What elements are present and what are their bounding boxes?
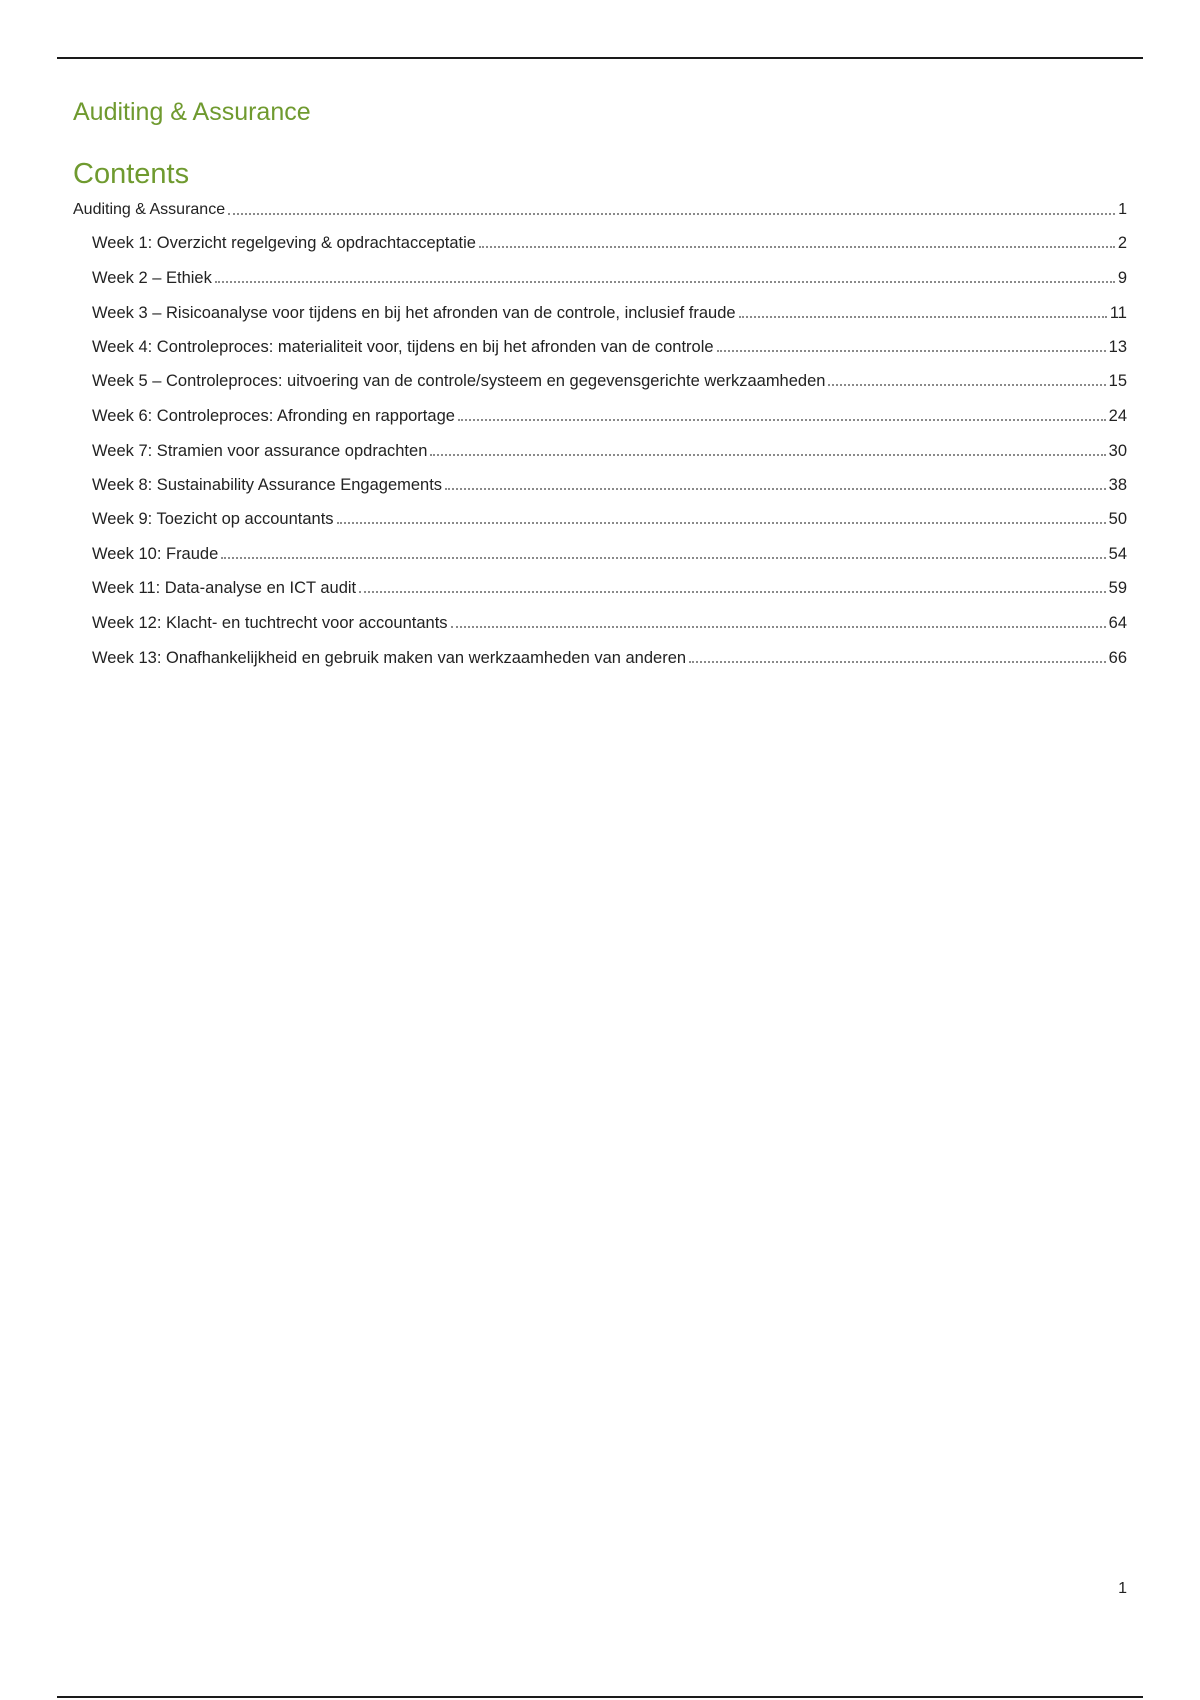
toc-dot-leader xyxy=(479,246,1115,248)
toc-entry[interactable] xyxy=(73,367,1127,391)
toc-entry-title: Week 1: Overzicht regelgeving & opdrachtacceptatie xyxy=(92,234,476,252)
toc-entry-page: 38 xyxy=(1108,476,1127,494)
toc-dot-leader xyxy=(458,419,1106,421)
toc-dot-leader xyxy=(828,384,1105,386)
toc-entry-title: Week 7: Stramien voor assurance opdrachten xyxy=(92,442,428,460)
toc-entry-page: 24 xyxy=(1108,407,1127,425)
toc-dot-leader xyxy=(445,488,1106,490)
toc-entry-page: 1 xyxy=(1118,201,1127,218)
contents-heading: Contents xyxy=(73,158,190,190)
toc-dot-leader xyxy=(221,557,1105,559)
toc-dot-leader xyxy=(739,316,1107,318)
toc-dot-leader xyxy=(451,626,1106,628)
toc-entry-page: 66 xyxy=(1108,649,1127,667)
toc-entry-page: 11 xyxy=(1109,304,1127,322)
toc-entry-page: 13 xyxy=(1108,338,1127,356)
toc-entry-page: 54 xyxy=(1108,545,1127,563)
toc-dot-leader xyxy=(430,454,1105,456)
toc-entry-title: Week 11: Data-analyse en ICT audit xyxy=(92,579,357,597)
toc-dot-leader xyxy=(717,350,1106,352)
toc-entry-page: 15 xyxy=(1108,372,1127,390)
toc-entry[interactable] xyxy=(73,264,1127,288)
toc-dot-leader xyxy=(337,522,1106,524)
toc-entry-title: Week 10: Fraude xyxy=(92,545,219,563)
toc-entry-page: 9 xyxy=(1117,269,1127,287)
toc-entry-page: 2 xyxy=(1117,234,1127,252)
toc-dot-leader xyxy=(689,661,1106,663)
toc-entry[interactable] xyxy=(73,229,1127,253)
toc-entry-title: Week 2 – Ethiek xyxy=(92,269,212,287)
toc-entry-title: Week 12: Klacht- en tuchtrecht voor accountants xyxy=(92,614,448,632)
toc-entry-page: 30 xyxy=(1108,442,1127,460)
toc-entry-page: 59 xyxy=(1108,579,1127,597)
footer-rule xyxy=(57,1696,1143,1698)
toc-entry-title: Auditing & Assurance xyxy=(73,201,226,218)
toc-entry[interactable] xyxy=(73,333,1127,357)
toc-entry-title: Week 3 – Risicoanalyse voor tijdens en bij het afronden van de controle, inclusief fraude xyxy=(92,304,736,322)
toc-dot-leader xyxy=(228,213,1115,215)
toc-entry[interactable] xyxy=(73,540,1127,564)
page-number: 1 xyxy=(1118,1580,1127,1597)
toc-entry[interactable] xyxy=(73,196,1127,220)
toc-dot-leader xyxy=(215,281,1115,283)
toc-entry-title: Week 5 – Controleproces: uitvoering van de controle/systeem en gegevensgerichte werkzaamheden xyxy=(92,372,826,390)
document-title: Auditing & Assurance xyxy=(73,98,311,126)
toc-dot-leader xyxy=(359,591,1105,593)
toc-entry[interactable] xyxy=(73,574,1127,598)
toc-entry[interactable] xyxy=(73,471,1127,495)
toc-entry-title: Week 9: Toezicht op accountants xyxy=(92,510,334,528)
toc-entry[interactable] xyxy=(73,505,1127,529)
toc-entry[interactable] xyxy=(73,299,1127,323)
toc-entry-title: Week 6: Controleproces: Afronding en rapportage xyxy=(92,407,455,425)
toc-entry-title: Week 13: Onafhankelijkheid en gebruik maken van werkzaamheden van anderen xyxy=(92,649,687,667)
toc-entry[interactable] xyxy=(73,437,1127,461)
toc-entry[interactable] xyxy=(73,609,1127,633)
toc-entry[interactable] xyxy=(73,644,1127,668)
toc-entry-page: 64 xyxy=(1108,614,1127,632)
toc-entry[interactable] xyxy=(73,402,1127,426)
header-rule xyxy=(57,57,1143,59)
toc-entry-page: 50 xyxy=(1108,510,1127,528)
toc-entry-title: Week 8: Sustainability Assurance Engagements xyxy=(92,476,443,494)
toc-entry-title: Week 4: Controleproces: materialiteit voor, tijdens en bij het afronden van de controle xyxy=(92,338,714,356)
